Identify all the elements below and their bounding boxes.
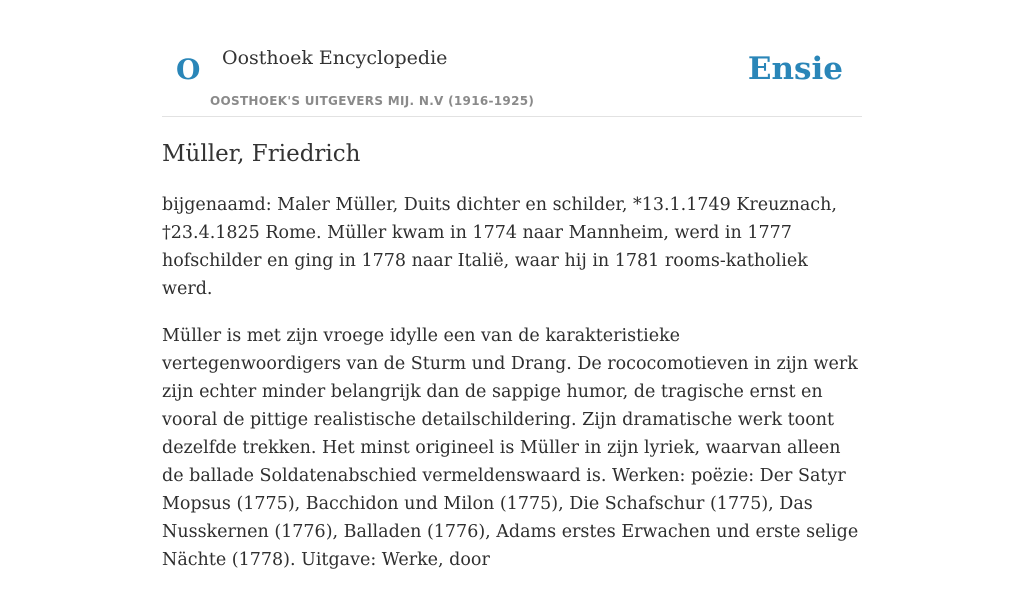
- article-paragraph: Müller is met zijn vroege idylle een van de karakteristieke vertegenwoordigers van de Sturm und Drang. De rococomotieven in zijn werk zijn echter minder belangrijk dan de sappige humor, de tragische ernst en vooral de pittige realistische detailschildering. Zijn dramatische werk toont dezelfde trekken. Het minst origineel is Müller in zijn lyriek, waarvan alleen de ballade Soldatenabschied vermeldenswaard is. Werken: poëzie: Der Satyr Mopsus (1775), Bacchidon und Milon (1775), Die Schafschur (1775), Das Nusskernen (1776), Balladen (1776), Adams erstes Erwachen und erste selige Nächte (1778). Uitgave: Werke, door: [162, 326, 859, 570]
- article-paragraph: bijgenaamd: Maler Müller, Duits dichter en schilder, *13.1.1749 Kreuznach, †23.4.1825 Rome. Müller kwam in 1774 naar Mannheim, werd in 1777 hofschilder en ging in 1778 naar Italië, waar hij in 1781 rooms-katholiek werd.: [162, 195, 837, 299]
- encyclopedia-title[interactable]: Oosthoek Encyclopedie: [222, 47, 448, 69]
- oosthoek-logo[interactable]: O: [176, 53, 201, 86]
- article: [162, 138, 862, 593]
- site-header: [162, 0, 862, 117]
- article-title: Müller, Friedrich: [162, 141, 361, 167]
- ensie-logo[interactable]: Ensie: [747, 51, 843, 87]
- publisher-subtitle: OOSTHOEK'S UITGEVERS MIJ. N.V (1916-1925): [210, 94, 535, 108]
